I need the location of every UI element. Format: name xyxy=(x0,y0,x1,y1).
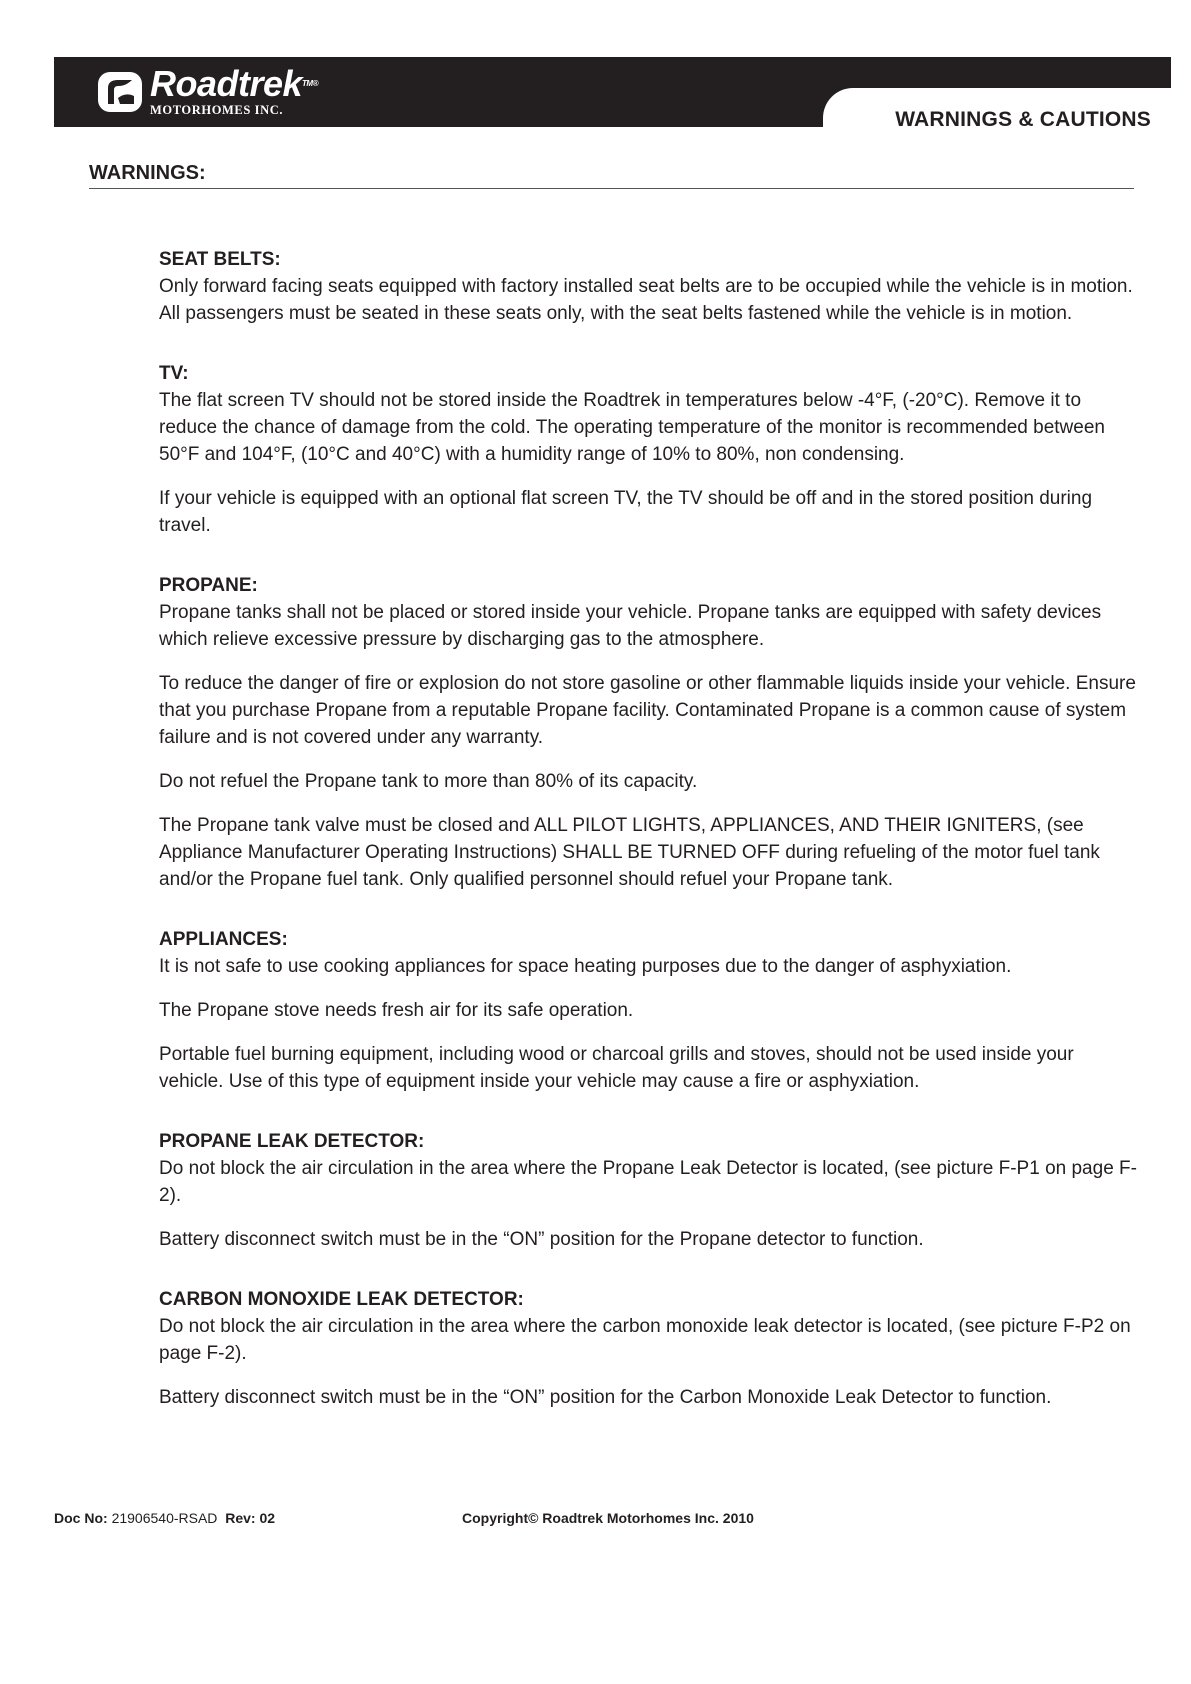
doc-label: Doc No: xyxy=(54,1510,108,1526)
section-paragraph: It is not safe to use cooking appliances for space heating purposes due to the danger of asphyxiation. xyxy=(159,956,1012,977)
title-divider xyxy=(89,188,1134,189)
section-heading: PROPANE LEAK DETECTOR: xyxy=(159,1131,425,1152)
warning-section xyxy=(159,1286,1139,1411)
section-paragraph: The Propane stove needs fresh air for its safe operation. xyxy=(159,1000,634,1021)
rev-label: Rev: xyxy=(225,1510,256,1526)
warning-section xyxy=(159,1128,1139,1253)
section-heading: TV: xyxy=(159,363,189,384)
roadtrek-logo-icon xyxy=(96,68,144,116)
page-title: WARNINGS: xyxy=(89,162,206,184)
section-paragraph: To reduce the danger of fire or explosion do not store gasoline or other flammable liquids inside your vehicle. Ensure that you purchase Propane from a reputable Propane facility. Contaminated Propane is a common cause of system failure and is not covered under any warranty. xyxy=(159,673,1136,748)
section-paragraph: Portable fuel burning equipment, including wood or charcoal grills and stoves, should not be used inside your vehicle. Use of this type of equipment inside your vehicle may cause a fire or asphyxiation. xyxy=(159,1044,1074,1092)
section-tab xyxy=(823,88,1171,138)
doc-info xyxy=(54,1510,275,1526)
warning-section xyxy=(159,360,1139,539)
section-heading: CARBON MONOXIDE LEAK DETECTOR: xyxy=(159,1289,524,1310)
section-paragraph: Only forward facing seats equipped with factory installed seat belts are to be occupied while the vehicle is in motion. All passengers must be seated in these seats only, with the seat belts fastened while the vehicle is in motion. xyxy=(159,276,1133,324)
rev-number: 02 xyxy=(259,1510,276,1526)
section-tab-label: WARNINGS & CAUTIONS xyxy=(895,108,1151,131)
warning-section xyxy=(159,246,1139,327)
section-paragraph: If your vehicle is equipped with an optional flat screen TV, the TV should be off and in the stored position during travel. xyxy=(159,488,1093,536)
section-paragraph: Battery disconnect switch must be in the “ON” position for the Carbon Monoxide Leak Detector to function. xyxy=(159,1387,1052,1408)
section-paragraph: Battery disconnect switch must be in the “ON” position for the Propane detector to function. xyxy=(159,1229,924,1250)
section-paragraph: Do not block the air circulation in the area where the Propane Leak Detector is located, (see picture F-P1 on page F-2). xyxy=(159,1158,1137,1206)
brand-trademark: TM® xyxy=(302,78,318,88)
section-paragraph: The flat screen TV should not be stored inside the Roadtrek in temperatures below -4°F, (-20°C). Remove it to reduce the chance of damage from the cold. The operating temperature of the monitor is recommended between 50°F and 104°F, (10°C and 40°C) with a humidity range of 10% to 80%, non condensing. xyxy=(159,390,1105,465)
brand-logo xyxy=(96,64,318,120)
section-heading: PROPANE: xyxy=(159,575,258,596)
section-paragraph: Do not refuel the Propane tank to more than 80% of its capacity. xyxy=(159,771,698,792)
section-heading: APPLIANCES: xyxy=(159,929,288,950)
section-heading: SEAT BELTS: xyxy=(159,249,281,270)
warning-section xyxy=(159,572,1139,893)
warnings-content xyxy=(159,246,1139,1444)
warning-section xyxy=(159,926,1139,1095)
copyright: Copyright© Roadtrek Motorhomes Inc. 2010 xyxy=(462,1510,754,1526)
brand-name: Roadtrek$^{TM®}$ xyxy=(150,62,318,104)
section-paragraph: The Propane tank valve must be closed and ALL PILOT LIGHTS, APPLIANCES, AND THEIR IGNITERS, (see Appliance Manufacturer Operating Instructions) SHALL BE TURNED OFF during refueling of the motor fuel tank and/or the Propane fuel tank. Only qualified personnel should refuel your Propane tank. xyxy=(159,815,1100,890)
brand-subtitle: MOTORHOMES INC. xyxy=(150,102,284,117)
doc-number: 21906540-RSAD xyxy=(111,1510,218,1526)
section-paragraph: Do not block the air circulation in the area where the carbon monoxide leak detector is located, (see picture F-P2 on page F-2). xyxy=(159,1316,1131,1364)
section-paragraph: Propane tanks shall not be placed or stored inside your vehicle. Propane tanks are equipped with safety devices which relieve excessive pressure by discharging gas to the atmosphere. xyxy=(159,602,1102,650)
